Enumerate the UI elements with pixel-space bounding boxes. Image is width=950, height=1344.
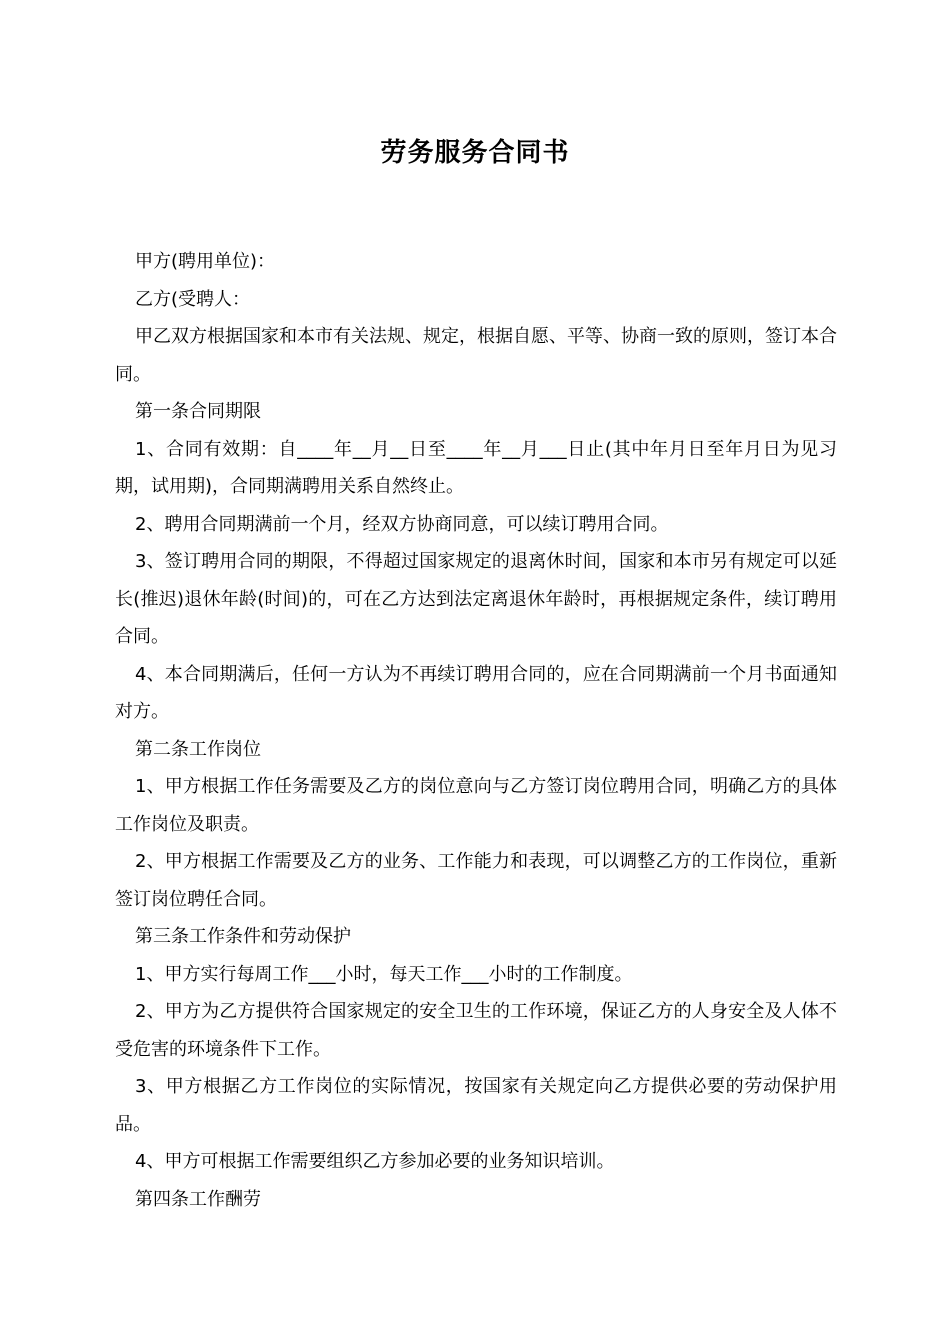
document-body xyxy=(115,243,837,1218)
clause-paragraph: 4、本合同期满后，任何一方认为不再续订聘用合同的，应在合同期满前一个月书面通知对方。 xyxy=(115,663,837,722)
party-a-line: 甲方(聘用单位)： xyxy=(135,251,276,272)
clause-paragraph: 1、合同有效期：自____年__月__日至____年__月___日止(其中年月日至年月日为见习期，试用期)，合同期满聘用关系自然终止。 xyxy=(115,438,837,497)
clause-paragraph: 2、聘用合同期满前一个月，经双方协商同意，可以续订聘用合同。 xyxy=(135,513,669,535)
party-b-line: 乙方(受聘人： xyxy=(135,288,251,310)
clause-paragraph: 3、签订聘用合同的期限，不得超过国家规定的退离休时间，国家和本市另有规定可以延长(推迟)退休年龄(时间)的，可在乙方达到法定离退休年龄时，再根据规定条件，续订聘用合同。 xyxy=(115,551,837,647)
section-heading-remuneration: 第四条工作酬劳 xyxy=(135,1188,261,1210)
clause-paragraph: 4、甲方可根据工作需要组织乙方参加必要的业务知识培训。 xyxy=(135,1151,615,1172)
clause-paragraph: 3、甲方根据乙方工作岗位的实际情况，按国家有关规定向乙方提供必要的劳动保护用品。 xyxy=(115,1076,837,1135)
section-heading-term: 第一条合同期限 xyxy=(135,401,261,422)
clause-paragraph: 1、甲方实行每周工作___小时，每天工作___小时的工作制度。 xyxy=(135,963,633,985)
clause-paragraph: 2、甲方根据工作需要及乙方的业务、工作能力和表现，可以调整乙方的工作岗位，重新签订岗位聘任合同。 xyxy=(115,851,837,910)
preamble-paragraph: 甲乙双方根据国家和本市有关法规、规定，根据自愿、平等、协商一致的原则，签订本合同。 xyxy=(115,326,837,385)
document-title: 劳务服务合同书 xyxy=(380,138,570,168)
section-heading-conditions: 第三条工作条件和劳动保护 xyxy=(135,926,351,947)
section-heading-position: 第二条工作岗位 xyxy=(135,738,261,760)
clause-paragraph: 1、甲方根据工作任务需要及乙方的岗位意向与乙方签订岗位聘用合同，明确乙方的具体工作岗位及职责。 xyxy=(115,776,837,835)
clause-paragraph: 2、甲方为乙方提供符合国家规定的安全卫生的工作环境，保证乙方的人身安全及人体不受危害的环境条件下工作。 xyxy=(115,1001,837,1060)
